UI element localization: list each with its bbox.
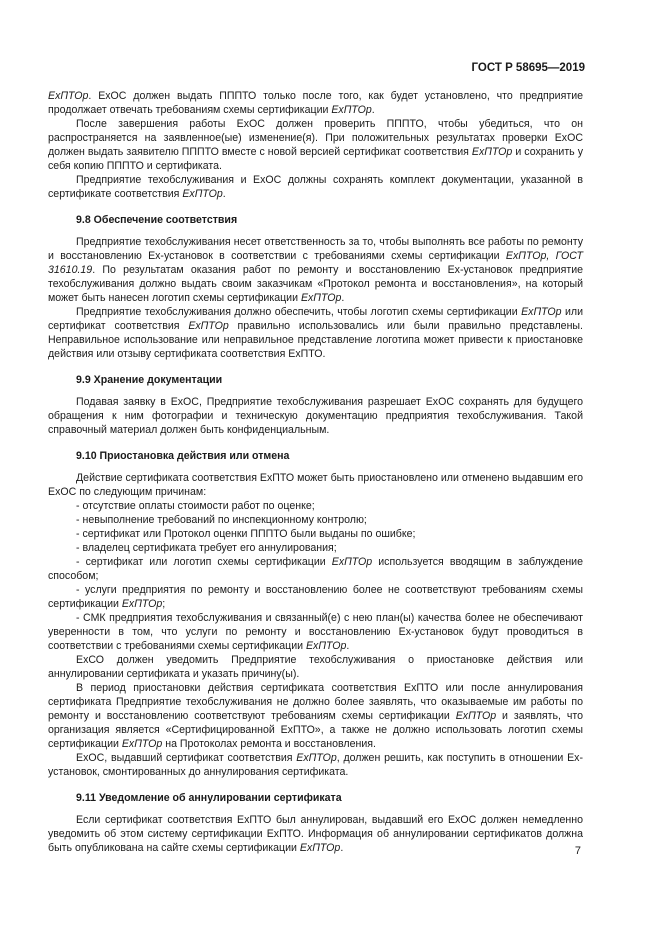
paragraph: ExПТОр. ExОС должен выдать ПППТО только после того, как будет установлено, что предприятие продолжает отвечать требованиям схемы сертификации ExПТОр. xyxy=(48,90,583,116)
list-item: - сертификат или Протокол оценки ПППТО были выданы по ошибке; xyxy=(76,528,416,540)
list-item: - сертификат или логотип схемы сертификации ExПТОр используется вводящим в заблуждение способом; xyxy=(48,556,583,582)
paragraph: После завершения работы ExОС должен проверить ПППТО, чтобы убедиться, что он распространяется на заявленное(ые) изменение(я). При положительных результатах проверки ExОС должен выдать заявителю ПППТО вместе с новой версией сертификат соответствия ExПТОр и сохранить у себя копию ПППТО и сертификата. xyxy=(48,118,583,172)
page-number: 7 xyxy=(574,845,581,857)
paragraph: Предприятие техобслуживания и ExОС должны сохранять комплект документации, указанной в сертификате соответствия ExПТОр. xyxy=(48,174,583,200)
paragraph: Если сертификат соответствия ExПТО был аннулирован, выдавший его ExОС должен немедленно уведомить об этом систему сертификации ExПТО. Информация об аннулировании сертификатов должна быть опубликована на сайте схемы сертификации ExПТОр. xyxy=(48,814,583,854)
section-heading-9-10: 9.10 Приостановка действия или отмена xyxy=(76,450,290,462)
list-item: - владелец сертификата требует его аннулирования; xyxy=(76,542,337,554)
paragraph: Подавая заявку в ExОС, Предприятие техобслуживания разрешает ExОС сохранять для будущего обращения к ним фотографии и техническую документацию предприятия техобслуживания. Такой справочный материал должен быть конфиденциальным. xyxy=(48,396,583,436)
paragraph: ExОС, выдавший сертификат соответствия ExПТОр, должен решить, как поступить в отношении Ех-установок, смонтированных до аннулирования сертификата. xyxy=(48,752,583,778)
section-heading-9-8: 9.8 Обеспечение соответствия xyxy=(76,214,238,226)
paragraph: Действие сертификата соответствия ExПТО может быть приостановлено или отменено выдавшим его ExОС по следующим причинам: xyxy=(48,472,583,498)
standard-number: ГОСТ Р 58695—2019 xyxy=(471,62,585,74)
section-heading-9-9: 9.9 Хранение документации xyxy=(76,374,223,386)
section-heading-9-11: 9.11 Уведомление об аннулировании сертификата xyxy=(76,792,342,804)
paragraph: Предприятие техобслуживания несет ответственность за то, чтобы выполнять все работы по ремонту и восстановлению Ех-установок в соответствии с требованиями схемы сертификации ExПТОр, ГОСТ 31610.19. По результатам оказания работ по ремонту и восстановлению Ех-установок предприятие техобслуживания должно выдать своим заказчикам «Протокол ремонта и восстановления», на который может быть нанесен логотип схемы сертификации ExПТОр. xyxy=(48,236,584,304)
list-item: - отсутствие оплаты стоимости работ по оценке; xyxy=(76,500,315,512)
list-item: - невыполнение требований по инспекционному контролю; xyxy=(76,514,367,526)
paragraph: Предприятие техобслуживания должно обеспечить, чтобы логотип схемы сертификации ExПТОр или сертификат соответствия ExПТОр правильно использовались или были правильно представлены. Неправильное использование или неправильное представление логотипа может привести к приостановке действия или отзыву сертификата соответствия ExПТО. xyxy=(48,306,583,360)
list-item: - СМК предприятия техобслуживания и связанный(е) с нею план(ы) качества более не обеспечивают уверенности в том, что услуги по ремонту и восстановлению Ех-установок будут проводиться в соответствии с требованиями схемы сертификации ExПТОр. xyxy=(48,612,583,652)
paragraph: ExСО должен уведомить Предприятие техобслуживания о приостановке действия или аннулировании сертификата и указать причину(ы). xyxy=(48,654,583,680)
list-item: - услуги предприятия по ремонту и восстановлению более не соответствуют требованиям схемы сертификации ExПТОр; xyxy=(48,584,583,610)
paragraph: В период приостановки действия сертификата соответствия ExПТО или после аннулирования сертификата Предприятие техобслуживания не должно более заявлять, что оказываемые им работы по ремонту и восстановлению соответствуют требованиям схемы сертификации ExПТОр и заявлять, что организация является «Сертифицированной ExПТО», а также не должно использовать логотип схемы сертификации ExПТОр на Протоколах ремонта и восстановления. xyxy=(48,682,583,750)
page-body xyxy=(48,89,583,855)
